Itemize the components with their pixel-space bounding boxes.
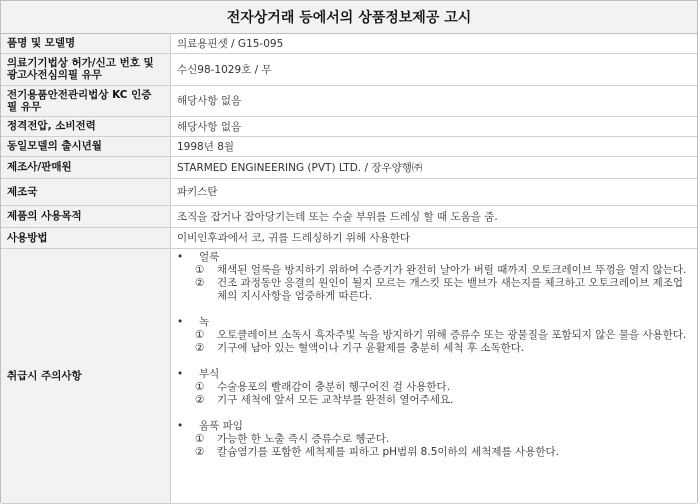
row-value: 수신98-1029호 / 무	[171, 53, 698, 85]
care-section	[177, 420, 691, 459]
item-text: 가능한 한 노출 즉시 증류수로 헹군다.	[217, 432, 390, 445]
row-label: 제조국	[1, 178, 171, 205]
care-section	[177, 316, 691, 355]
table-row	[1, 116, 697, 136]
bullet-icon: •	[177, 419, 184, 432]
row-label: 품명 및 모델명	[1, 34, 171, 53]
row-value: 해당사항 없음	[171, 85, 698, 116]
section-heading: 얼룩	[199, 250, 220, 263]
section-heading: 움푹 파임	[199, 419, 243, 432]
item-text: 기구에 남아 있는 혈액이나 기구 윤활제를 충분히 세척 후 소독한다.	[217, 341, 525, 354]
row-label: 의료기기법상 허가/신고 번호 및 광고사전심의필 유무	[1, 53, 171, 85]
care-label: 취급시 주의사항	[1, 248, 171, 503]
table-row	[1, 136, 697, 156]
row-label: 동일모델의 출시년월	[1, 136, 171, 156]
table-row-care	[1, 248, 697, 503]
notice-title: 전자상거래 등에서의 상품정보제공 고시	[1, 0, 697, 34]
row-value: 1998년 8월	[171, 136, 698, 156]
bullet-icon: •	[177, 250, 184, 263]
row-value: 조직을 잡거나 잡아당기는데 또는 수술 부위를 드레싱 할 때 도움을 줌.	[171, 205, 698, 227]
item-text: 건조 과정동안 응결의 원인이 될지 모르는 개스킷 또는 밸브가 새는지를 체크하고 오토크레이브 제조업체의 지시사항을 엄중하게 따른다.	[217, 276, 684, 302]
item-number: ①	[195, 380, 205, 393]
row-label: 사용방법	[1, 227, 171, 248]
item-text: 칼슘염기를 포함한 세척제를 피하고 pH범위 8.5이하의 세척제를 사용한다.	[217, 445, 559, 458]
item-number: ①	[195, 432, 205, 445]
item-number: ②	[195, 276, 205, 289]
care-section	[177, 368, 691, 407]
table-row	[1, 178, 697, 205]
item-text: 수술용포의 빨래감이 충분히 헹구어진 걸 사용한다.	[217, 380, 451, 393]
table-row	[1, 205, 697, 227]
row-value: 의료용핀셋 / G15-095	[171, 34, 698, 53]
row-value: 이비인후과에서 코, 귀를 드레싱하기 위해 사용한다	[171, 227, 698, 248]
item-text: 채색된 얼룩을 방지하기 위하여 수증기가 완전히 날아가 버릴 때까지 오토크레이브 뚜껑을 열지 않는다.	[217, 263, 687, 276]
item-text: 오토클레이브 소독시 흑자주빛 녹을 방지하기 위해 증류수 또는 광물질을 포함되지 않은 물을 사용한다.	[217, 328, 687, 341]
row-label: 정격전압, 소비전력	[1, 116, 171, 136]
bullet-icon: •	[177, 367, 184, 380]
item-number: ②	[195, 445, 205, 458]
care-content	[171, 248, 698, 503]
product-info-table	[1, 34, 697, 504]
row-value: 해당사항 없음	[171, 116, 698, 136]
bullet-icon: •	[177, 315, 184, 328]
item-number: ②	[195, 393, 205, 406]
section-heading: 부식	[199, 367, 220, 380]
table-row	[1, 85, 697, 116]
item-number: ①	[195, 328, 205, 341]
row-label: 제품의 사용목적	[1, 205, 171, 227]
table-row	[1, 34, 697, 53]
section-heading: 녹	[199, 315, 210, 328]
table-row	[1, 53, 697, 85]
item-text: 기구 세척에 앞서 모든 교착부를 완전히 열어주세요.	[217, 393, 454, 406]
table-row	[1, 227, 697, 248]
table-row	[1, 156, 697, 178]
row-label: 제조사/판매원	[1, 156, 171, 178]
row-value: 파키스탄	[171, 178, 698, 205]
row-label: 전기용품안전관리법상 KC 인증 필 유무	[1, 85, 171, 116]
care-section	[177, 251, 691, 303]
row-value: STARMED ENGINEERING (PVT) LTD. / 장우양행㈜	[171, 156, 698, 178]
item-number: ②	[195, 341, 205, 354]
item-number: ①	[195, 263, 205, 276]
